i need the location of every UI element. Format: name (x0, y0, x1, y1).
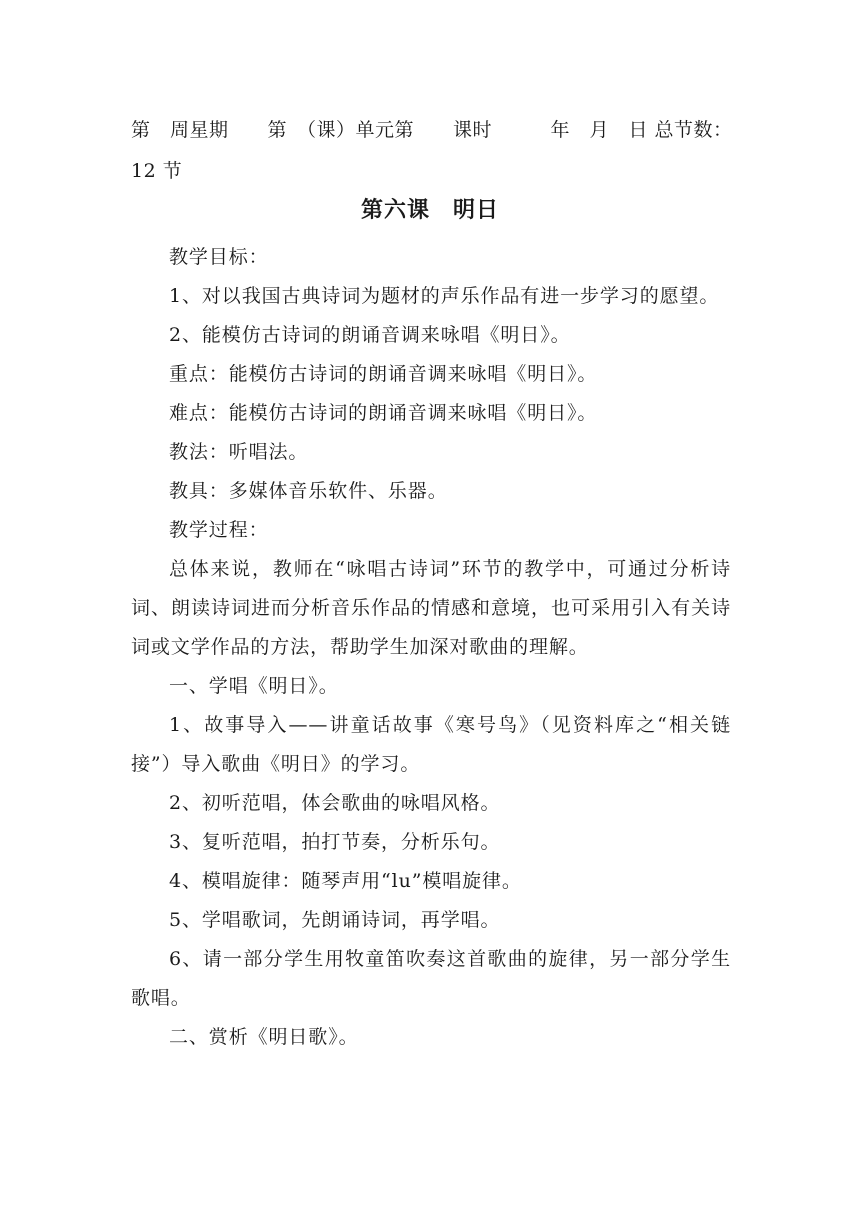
lesson-header: 第 周星期 第 （课）单元第 课时 年 月 日 总节数： (131, 119, 733, 141)
section-2-heading: 二、赏析《明日歌》。 (169, 1026, 359, 1048)
key-point: 重点：能模仿古诗词的朗诵音调来咏唱《明日》。 (169, 363, 598, 385)
lesson-body (131, 238, 731, 1057)
objective-1: 1、对以我国古典诗词为题材的声乐作品有进一步学习的愿望。 (169, 285, 720, 307)
step-1: 1、故事导入——讲童话故事《寒号鸟》（见资料库之“相关链接”）导入歌曲《明日》的学习。 (131, 714, 731, 775)
process-heading: 教学过程： (169, 519, 269, 541)
difficult-point: 难点：能模仿古诗词的朗诵音调来咏唱《明日》。 (169, 402, 598, 424)
step-5: 5、学唱歌词，先朗诵诗词，再学唱。 (169, 909, 501, 931)
section-1-heading: 一、学唱《明日》。 (169, 675, 339, 697)
step-3: 3、复听范唱，拍打节奏，分析乐句。 (169, 831, 501, 853)
teaching-method: 教法：听唱法。 (169, 441, 309, 463)
lesson-header-total: 12 节 (131, 160, 183, 182)
overview-paragraph: 总体来说，教师在“咏唱古诗词”环节的教学中，可通过分析诗词、朗读诗词进而分析音乐作品的情感和意境，也可采用引入有关诗词或文学作品的方法，帮助学生加深对歌曲的理解。 (131, 558, 731, 658)
lesson-title: 第六课 明日 (360, 198, 499, 223)
step-2: 2、初听范唱，体会歌曲的咏唱风格。 (169, 792, 501, 814)
step-4: 4、模唱旋律：随琴声用“lu”模唱旋律。 (169, 870, 522, 892)
step-6: 6、请一部分学生用牧童笛吹奏这首歌曲的旋律，另一部分学生歌唱。 (131, 948, 731, 1009)
objectives-heading: 教学目标： (169, 246, 269, 268)
teaching-aids: 教具：多媒体音乐软件、乐器。 (169, 480, 448, 502)
objective-2: 2、能模仿古诗词的朗诵音调来咏唱《明日》。 (169, 324, 571, 346)
